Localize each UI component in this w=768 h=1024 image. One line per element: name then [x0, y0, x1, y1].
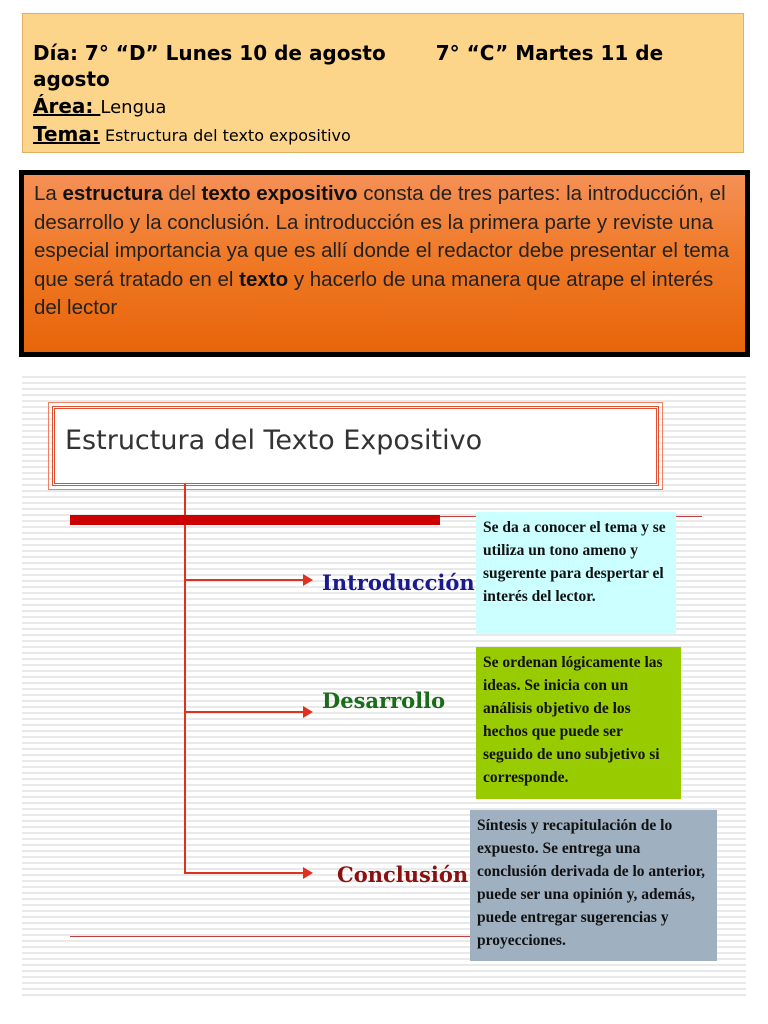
- date-group-d: Día: 7° “D” Lunes 10 de agosto: [33, 41, 386, 65]
- arrow-conclusion: [185, 872, 305, 874]
- desc-introduccion: Se da a conocer el tema y se utiliza un tono ameno y sugerente para despertar el interés del lector.: [476, 512, 676, 634]
- tema-label: Tema:: [33, 122, 100, 146]
- intro-text-1: La: [34, 182, 63, 205]
- diagram-red-bar: [70, 515, 440, 525]
- intro-text-3: consta de tres partes: la introducción, el desarrollo y la conclusión. La introducción es la primera parte y reviste una especial importancia ya que es allí donde el redactor debe presentar el tema que será tratado en el: [34, 182, 730, 291]
- intro-bold-2: texto expositivo: [201, 182, 358, 205]
- tema-value: Estructura del texto expositivo: [99, 126, 351, 145]
- structure-diagram: [22, 372, 746, 997]
- diagram-trunk-line: [184, 484, 186, 874]
- intro-text-4: y hacerlo de una manera que atrape el interés del lector: [34, 267, 714, 319]
- date-line: [33, 40, 733, 92]
- diagram-title: Estructura del Texto Expositivo: [65, 425, 483, 456]
- arrow-introduccion: [185, 579, 305, 581]
- intro-bold-3: texto: [239, 267, 289, 291]
- diagram-title-frame: [52, 406, 659, 486]
- diagram-bottom-rule: [70, 936, 470, 937]
- date-group-c: 7° “C” Martes 11 de agosto: [33, 41, 664, 91]
- intro-bold-1: estructura: [62, 182, 163, 205]
- arrow-desarrollo: [185, 711, 305, 713]
- intro-text-2: del: [162, 182, 202, 205]
- area-value: Lengua: [100, 97, 167, 118]
- tema-line: [33, 122, 733, 148]
- intro-paragraph-box: [19, 170, 750, 357]
- label-desarrollo: Desarrollo: [322, 688, 446, 713]
- desc-conclusion: Síntesis y recapitulación de lo expuesto. Se entrega una conclusión derivada de lo anterior, puede ser una opinión y, además, puede entregar sugerencias y proyecciones.: [470, 810, 717, 961]
- area-label: Área:: [33, 94, 101, 118]
- desc-desarrollo: Se ordenan lógicamente las ideas. Se inicia con un análisis objetivo de los hechos que puede ser seguido de uno subjetivo si corresponde.: [476, 647, 681, 799]
- header-box: [22, 13, 744, 153]
- area-line: [33, 92, 733, 122]
- label-conclusion: Conclusión: [337, 862, 469, 887]
- label-introduccion: Introducción: [322, 570, 475, 595]
